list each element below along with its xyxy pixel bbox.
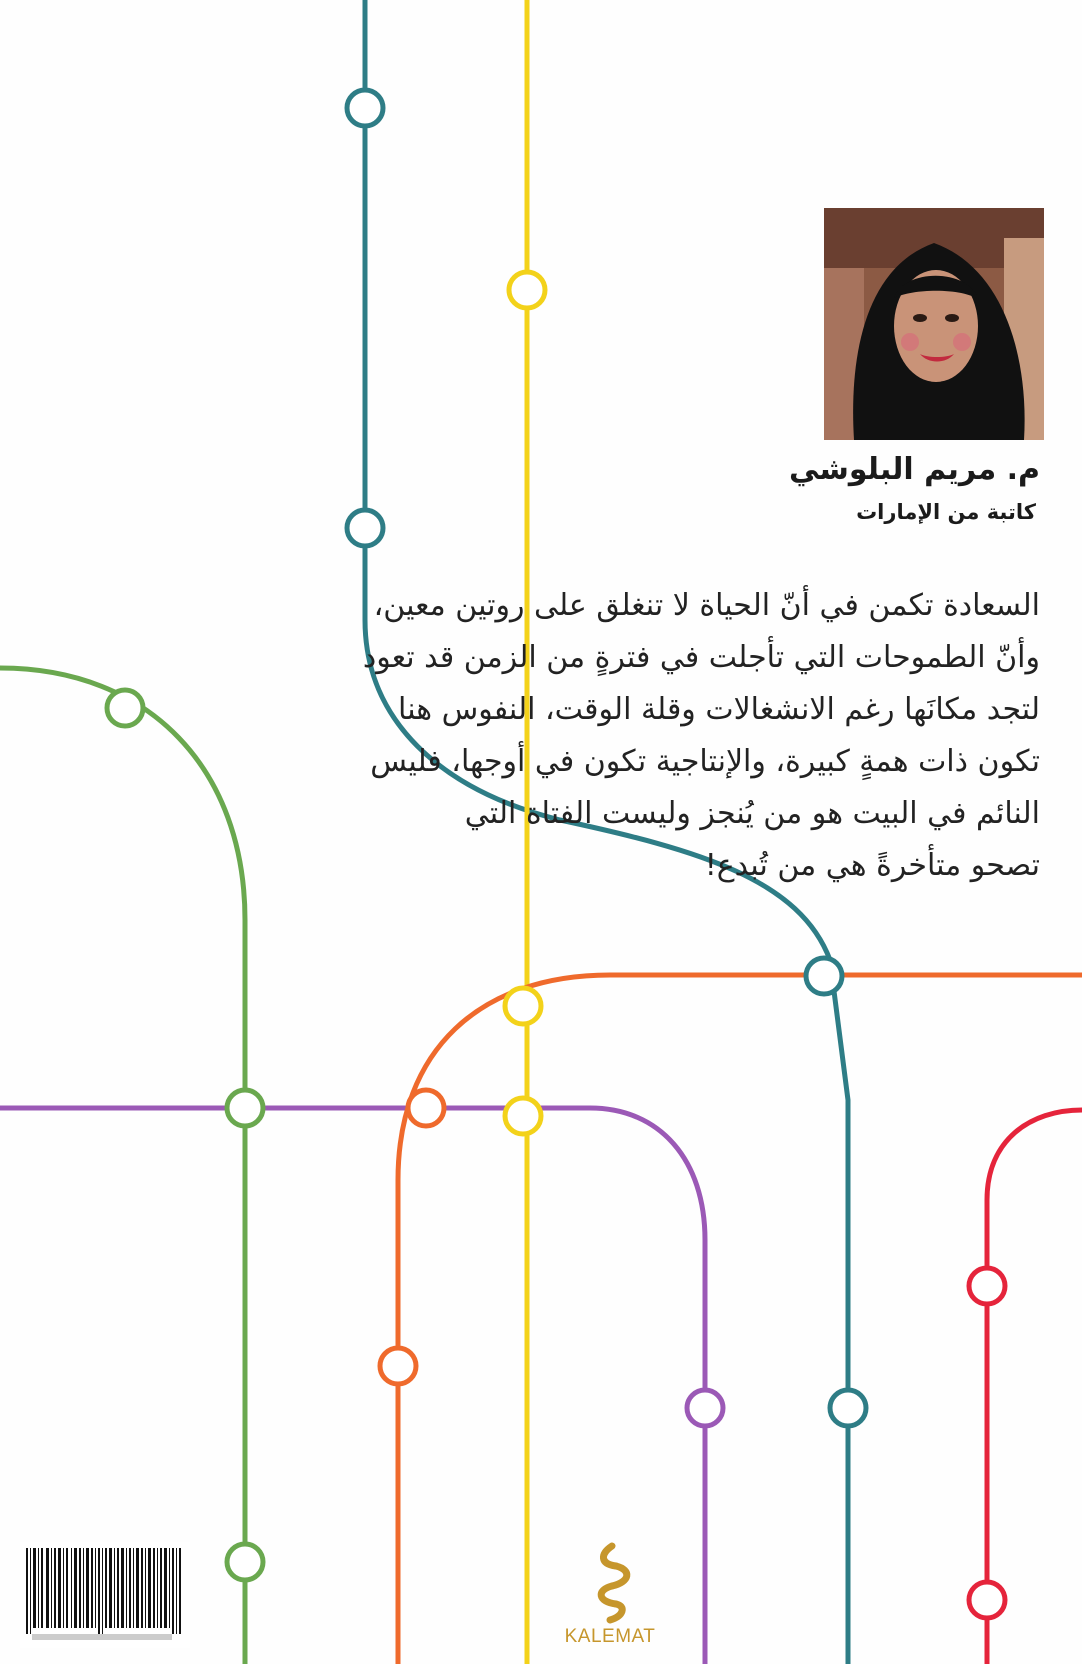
teal-station (806, 958, 842, 994)
blurb-line: تكون ذات همةٍ كبيرة، والإنتاجية تكون في أوجها، فليس (370, 744, 1040, 779)
barcode-icon (20, 1542, 190, 1648)
green-line (0, 668, 245, 1664)
yellow-station (505, 988, 541, 1024)
green-station (227, 1090, 263, 1126)
blurb-line: النائم في البيت هو من يُنجز وليست الفتاة التي (464, 796, 1040, 831)
teal-station (347, 90, 383, 126)
teal-station (830, 1390, 866, 1426)
author-photo (824, 208, 1044, 440)
orange-line (398, 975, 1082, 1664)
blurb-line: لتجد مكانَها رغم الانشغالات وقلة الوقت، النفوس هنا (398, 692, 1040, 727)
author-name: م. مريم البلوشي (788, 452, 1040, 487)
book-blurb (250, 580, 1040, 892)
blurb-line: تصحو متأخرةً هي من تُبدع! (704, 848, 1040, 883)
red-station (969, 1268, 1005, 1304)
yellow-station (505, 1098, 541, 1134)
publisher-name: KALEMAT (564, 1626, 656, 1647)
green-station (227, 1544, 263, 1580)
publisher-logo (560, 1540, 660, 1650)
yellow-station (509, 272, 545, 308)
purple-station (687, 1390, 723, 1426)
blurb-line: وأنّ الطموحات التي تأجلت في فترةٍ من الزمن قد تعود (362, 640, 1040, 675)
green-station (107, 690, 143, 726)
author-description: كاتبة من الإمارات (856, 500, 1036, 524)
orange-station (380, 1348, 416, 1384)
orange-station (408, 1090, 444, 1126)
blurb-line: السعادة تكمن في أنّ الحياة لا تنغلق على روتين معين، (373, 588, 1040, 623)
red-line (987, 1110, 1082, 1664)
kalemat-logo-icon (560, 1540, 660, 1626)
red-station (969, 1582, 1005, 1618)
teal-station (347, 510, 383, 546)
